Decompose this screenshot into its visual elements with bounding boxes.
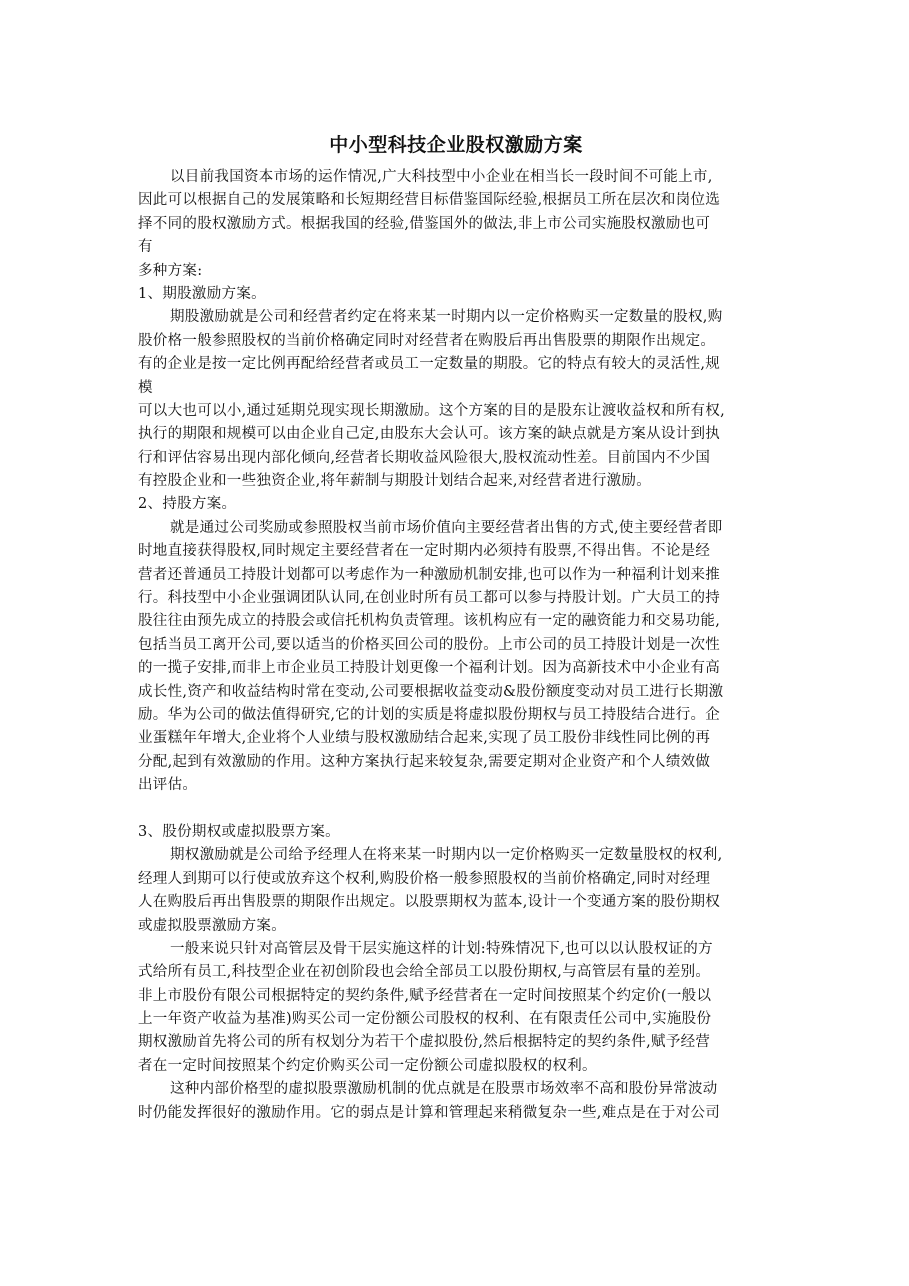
text-line: 励。华为公司的做法值得研究,它的计划的实质是将虚拟股份期权与员工持股结合进行。企 [138,706,721,723]
text-line: 时仍能发挥很好的激励作用。它的弱点是计算和管理起来稍微复杂一些,难点是在于对公司 [138,1104,721,1121]
text-line: 2、持股方案。 [138,496,237,513]
text-line: 经理人到期可以行使或放弃这个权利,购股价格一般参照股权的当前价格确定,同时对经理 [138,870,711,887]
text-line: 股价格一般参照股权的当前价格确定同时对经营者在购股后再出售股票的期限作出规定。 [138,332,716,349]
text-line: 有的企业是按一定比例再配给经营者或员工一定数量的期股。它的特点有较大的灵活性,规 [138,356,721,373]
text-line: 或虚拟股票激励方案。 [138,917,286,934]
text-line: 执行的期限和规模可以由企业自己定,由股东大会认可。该方案的缺点就是方案从设计到执 [138,426,721,443]
text-line [138,798,774,821]
text-line: 期权激励就是公司给予经理人在将来某一时期内以一定价格购买一定数量股权的权利, [170,847,723,864]
text-line: 行。科技型中小企业强调团队认同,在创业时所有员工都可以参与持股计划。广大员工的持 [138,590,721,607]
text-line: 时地直接获得股权,同时规定主要经营者在一定时期内必须持有股票,不得出售。不论是经 [138,543,711,560]
text-line: 择不同的股权激励方式。根据我国的经验,借鉴国外的做法,非上市公司实施股权激励也可 [138,215,711,232]
text-line: 3、股份期权或虚拟股票方案。 [138,823,340,840]
text-line: 可以大也可以小,通过延期兑现实现长期激励。这个方案的目的是股东让渡收益权和所有权, [138,402,726,419]
text-line: 者在一定时间按照某个约定价购买公司一定份额公司虚拟股权的权利。 [138,1057,597,1074]
document-body [138,166,774,1125]
text-line: 有控股企业和一些独资企业,将年薪制与期股计划结合起来,对经营者进行激励。 [138,473,652,490]
text-line: 非上市股份有限公司根据特定的契约条件,赋予经营者在一定时间按照某个约定价(一般以 [138,987,712,1004]
text-line: 期股激励就是公司和经营者约定在将来某一时期内以一定价格购买一定数量的股权,购 [170,309,723,326]
text-line: 业蛋糕年年增大,企业将个人业绩与股权激励结合起来,实现了员工股份非线性同比例的再 [138,730,711,747]
text-line: 上一年资产收益为基准)购买公司一定份额公司股权的权利、在有限责任公司中,实施股份 [138,1011,712,1028]
text-line: 分配,起到有效激励的作用。这种方案执行起来较复杂,需要定期对企业资产和个人绩效做 [138,753,711,770]
text-line: 式给所有员工,科技型企业在初创阶段也会给全部员工以股份期权,与高管层有量的差别。 [138,964,711,981]
text-line: 出评估。 [138,777,198,794]
text-line: 营者还普通员工持股计划都可以考虑作为一种激励机制安排,也可以作为一种福利计划来推 [138,566,721,583]
text-line: 成长性,资产和收益结构时常在变动,公司要根据收益变动&股份额度变动对员工进行长期激 [138,683,724,700]
text-line: 行和评估容易出现内部化倾向,经营者长期收益风险很大,股权流动性差。目前国内不少国 [138,449,711,466]
text-line: 就是通过公司奖励或参照股权当前市场价值向主要经营者出售的方式,使主要经营者即 [170,519,723,536]
text-line: 有 [138,239,153,256]
text-line: 因此可以根据自己的发展策略和长短期经营目标借鉴国际经验,根据员工所在层次和岗位选 [138,192,721,209]
text-line: 多种方案: [138,262,203,279]
text-line: 期权激励首先将公司的所有权划分为若干个虚拟股份,然后根据特定的契约条件,赋予经营 [138,1034,711,1051]
document-page [138,132,774,1125]
text-line: 1、期股激励方案。 [138,285,266,302]
text-line: 一般来说只针对高管层及骨干层实施这样的计划:特殊情况下,也可以以认股权证的方 [170,940,713,957]
document-title: 中小型科技企业股权激励方案 [329,134,583,156]
text-line: 股往往由预先成立的持股会或信托机构负责管理。该机构应有一定的融资能力和交易功能, [138,613,721,630]
text-line: 模 [138,379,153,396]
text-line: 人在购股后再出售股票的期限作出规定。以股票期权为蓝本,设计一个变通方案的股份期权 [138,894,721,911]
text-line: 的一揽子安排,而非上市企业员工持股计划更像一个福利计划。因为高新技术中小企业有高 [138,660,721,677]
text-line: 这种内部价格型的虚拟股票激励机制的优点就是在股票市场效率不高和股份异常波动 [170,1081,718,1098]
text-line: 以目前我国资本市场的运作情况,广大科技型中小企业在相当长一段时间不可能上市, [170,169,713,185]
text-line: 包括当员工离开公司,要以适当的价格买回公司的股份。上市公司的员工持股计划是一次性 [138,636,721,653]
